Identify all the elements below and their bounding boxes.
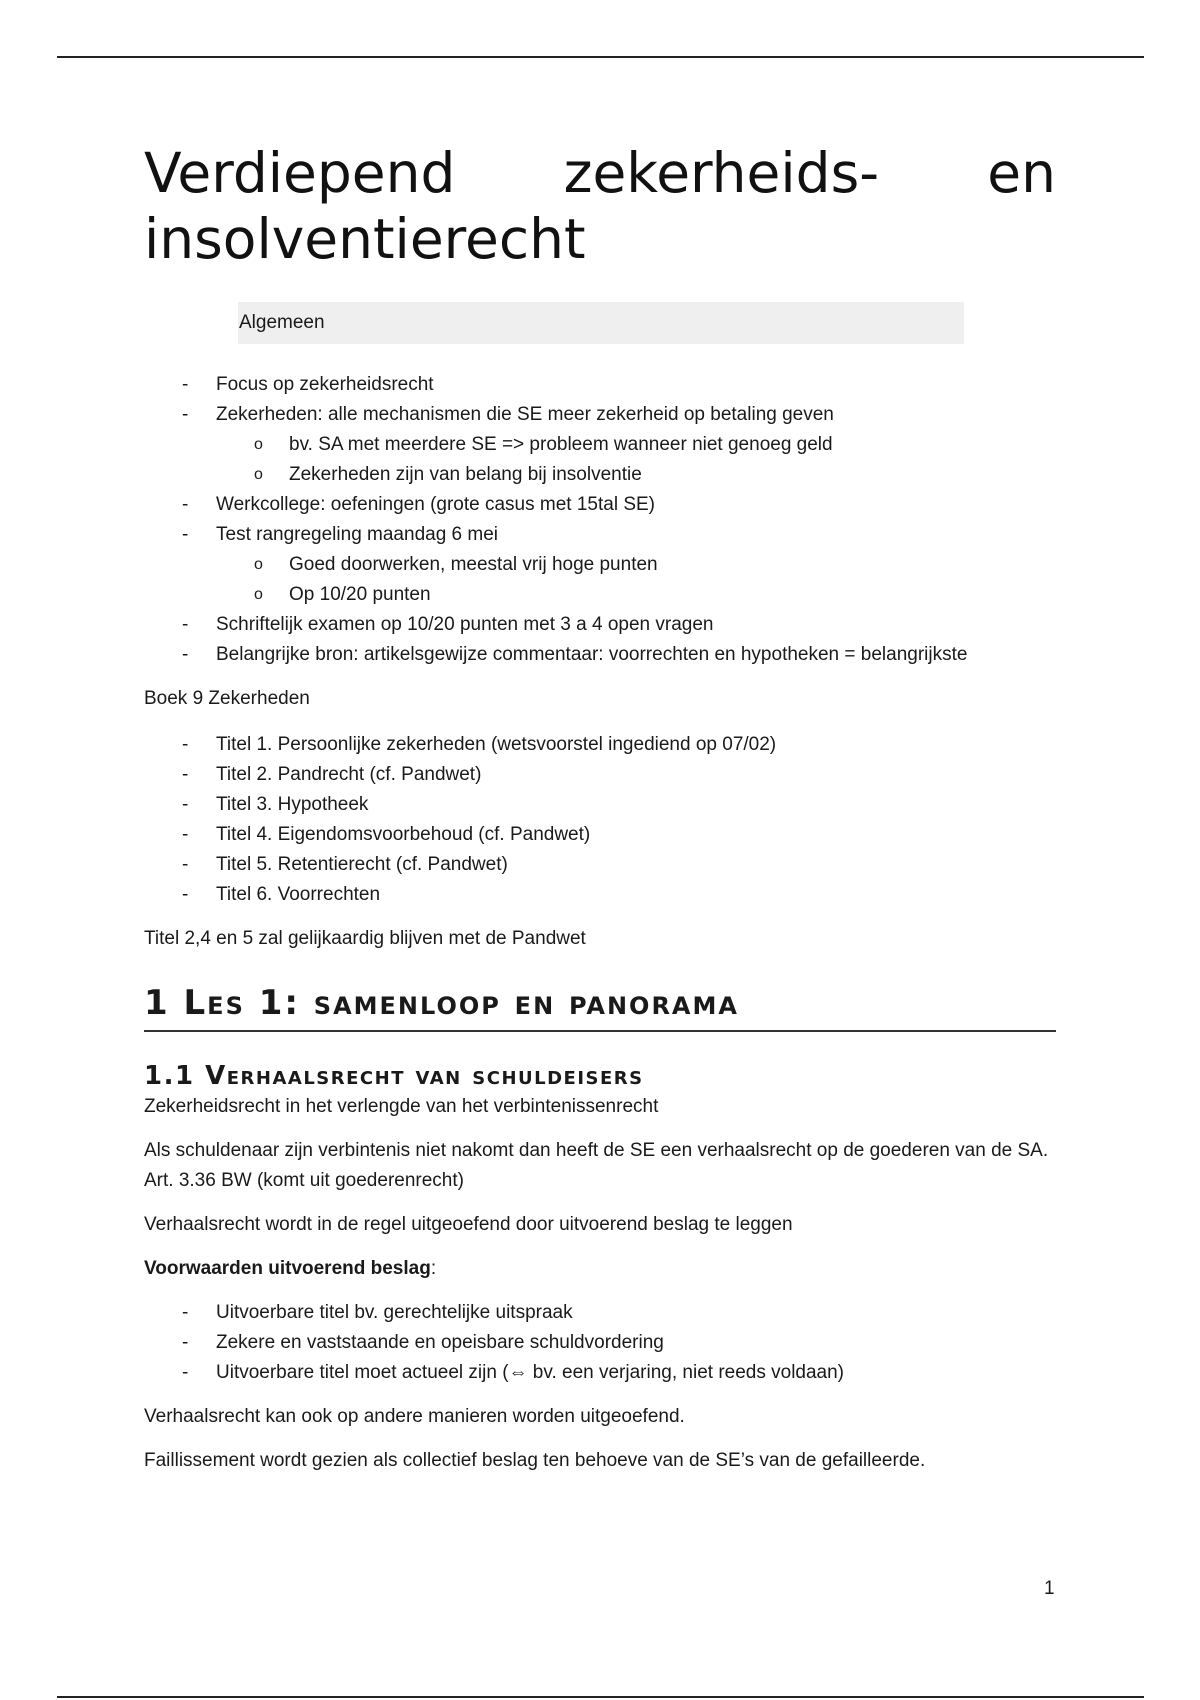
heading-2 (144, 1060, 1056, 1092)
dash-bullet: - (182, 794, 189, 815)
page-number: 1 (1044, 1578, 1055, 1599)
sub-list (144, 430, 1056, 490)
list-item: - Uitvoerbare titel moet actueel zijn (⇔ bv. een verjaring, niet reeds voldaan) (144, 1358, 1056, 1388)
section-box-label: Algemeen (239, 312, 325, 333)
dash-bullet: - (182, 614, 189, 635)
header-rule (57, 56, 1144, 58)
document-title (144, 140, 1056, 272)
paragraph: Verhaalsrecht wordt in de regel uitgeoefend door uitvoerend beslag te leggen (144, 1214, 793, 1235)
title-word: Verdiepend (144, 141, 456, 205)
list-item: - Titel 5. Retentierecht (cf. Pandwet) (144, 850, 1056, 880)
boek-label: Boek 9 Zekerheden (144, 688, 310, 709)
section-box-algemeen (238, 302, 964, 344)
title-word: en (987, 141, 1056, 205)
titels-note: Titel 2,4 en 5 zal gelijkaardig blijven met de Pandwet (144, 928, 586, 949)
dash-bullet: - (182, 524, 189, 545)
list-item: - Titel 2. Pandrecht (cf. Pandwet) (144, 760, 1056, 790)
page-content (144, 140, 1056, 1476)
list-item: - Titel 1. Persoonlijke zekerheden (wetsvoorstel ingediend op 07/02) (144, 730, 1056, 760)
footer-rule (57, 1696, 1144, 1698)
titels-list (144, 730, 1056, 910)
list-item: - Titel 3. Hypotheek (144, 790, 1056, 820)
circle-bullet: o (254, 466, 263, 483)
list-item: - Focus op zekerheidsrecht (144, 370, 1056, 400)
paragraph: Als schuldenaar zijn verbintenis niet nakomt dan heeft de SE een verhaalsrecht op de goederen van de SA. Art. 3.36 BW (komt uit goederenrecht) (144, 1140, 1049, 1191)
voorwaarden-label: Voorwaarden uitvoerend beslag (144, 1258, 431, 1279)
dash-bullet: - (182, 1302, 189, 1323)
dash-bullet: - (182, 824, 189, 845)
paragraph: Zekerheidsrecht in het verlengde van het verbintenissenrecht (144, 1096, 659, 1117)
dash-bullet: - (182, 374, 189, 395)
paragraph: Faillissement wordt gezien als collectief beslag ten behoeve van de SE’s van de gefailleerde. (144, 1450, 926, 1471)
list-item: - Schriftelijk examen op 10/20 punten met 3 a 4 open vragen (144, 610, 1056, 640)
sub-list (144, 550, 1056, 610)
heading-2-number: 1.1 (144, 1061, 195, 1091)
heading-1 (144, 982, 1056, 1032)
heading-1-number: 1 (144, 983, 170, 1023)
list-item: - Werkcollege: oefeningen (grote casus met 15tal SE) (144, 490, 1056, 520)
sub-list-item: o bv. SA met meerdere SE => probleem wanneer niet genoeg geld (144, 430, 1056, 460)
sub-list-item: o Zekerheden zijn van belang bij insolventie (144, 460, 1056, 490)
list-item: - Uitvoerbare titel bv. gerechtelijke uitspraak (144, 1298, 1056, 1328)
voorwaarden-heading: Voorwaarden uitvoerend beslag: (144, 1258, 437, 1279)
dash-bullet: - (182, 1362, 189, 1383)
heading-1-text: Les 1: samenloop en panorama (183, 983, 739, 1023)
title-word: zekerheids- (563, 141, 880, 205)
list-item: - Titel 6. Voorrechten (144, 880, 1056, 910)
list-item: - Test rangregeling maandag 6 mei (144, 520, 1056, 550)
paragraph: Verhaalsrecht kan ook op andere manieren worden uitgeoefend. (144, 1406, 685, 1427)
circle-bullet: o (254, 436, 263, 453)
dash-bullet: - (182, 1332, 189, 1353)
list-item: - Zekere en vaststaande en opeisbare schuldvordering (144, 1328, 1056, 1358)
intro-list (144, 610, 1056, 670)
intro-list (144, 370, 1056, 430)
dash-bullet: - (182, 404, 189, 425)
sub-list-item: o Goed doorwerken, meestal vrij hoge punten (144, 550, 1056, 580)
title-line-1 (144, 140, 1056, 206)
circle-bullet: o (254, 556, 263, 573)
dash-bullet: - (182, 764, 189, 785)
list-item: - Belangrijke bron: artikelsgewijze commentaar: voorrechten en hypotheken = belangrijkste (144, 640, 1056, 670)
heading-2-text: Verhaalsrecht van schuldeisers (205, 1061, 644, 1091)
circle-bullet: o (254, 586, 263, 603)
list-item: - Titel 4. Eigendomsvoorbehoud (cf. Pandwet) (144, 820, 1056, 850)
title-line-2: insolventierecht (144, 207, 586, 271)
dash-bullet: - (182, 734, 189, 755)
sub-list-item: o Op 10/20 punten (144, 580, 1056, 610)
dash-bullet: - (182, 644, 189, 665)
dash-bullet: - (182, 854, 189, 875)
intro-list (144, 490, 1056, 550)
dash-bullet: - (182, 884, 189, 905)
dash-bullet: - (182, 494, 189, 515)
voorwaarden-list (144, 1298, 1056, 1388)
list-item: - Zekerheden: alle mechanismen die SE meer zekerheid op betaling geven (144, 400, 1056, 430)
